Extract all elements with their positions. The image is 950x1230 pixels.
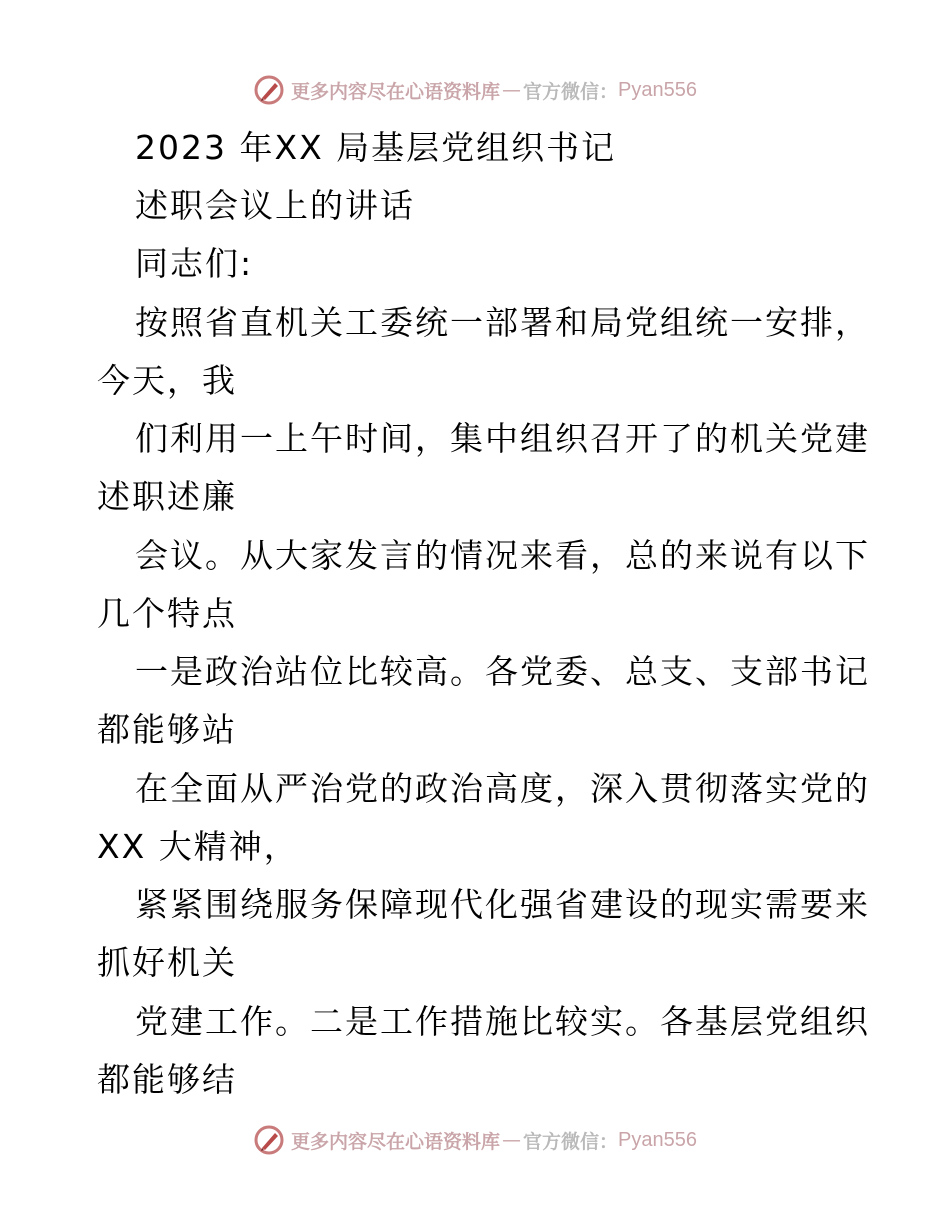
body-line: 会议。从大家发言的情况来看，总的来说有以下 bbox=[135, 536, 870, 575]
watermark-wechat-id: Pyan556 bbox=[618, 1128, 697, 1151]
document-title-line-1: 2023 年XX 局基层党组织书记 bbox=[135, 128, 617, 167]
document-title-line-2: 述职会议上的讲话 bbox=[135, 186, 415, 225]
watermark-separator: — bbox=[502, 79, 522, 101]
body-line: 抓好机关 bbox=[97, 943, 237, 982]
body-line: 在全面从严治党的政治高度，深入贯彻落实党的 bbox=[135, 769, 870, 808]
watermark-wechat-id: Pyan556 bbox=[618, 78, 697, 101]
body-line: 述职述廉 bbox=[97, 477, 237, 516]
watermark-separator: — bbox=[502, 1129, 522, 1151]
body-line: 几个特点 bbox=[97, 594, 237, 633]
body-line: 们利用一上午时间，集中组织召开了的机关党建 bbox=[135, 419, 870, 458]
watermark-wechat-label: 官方微信： bbox=[523, 1130, 619, 1153]
body-line: 一是政治站位比较高。各党委、总支、支部书记 bbox=[135, 652, 870, 691]
header-watermark bbox=[0, 70, 950, 110]
footer-watermark bbox=[0, 1120, 950, 1160]
body-line: XX 大精神， bbox=[97, 827, 299, 866]
body-line: 按照省直机关工委统一部署和局党组统一安排， bbox=[135, 303, 870, 342]
body-line: 都能够结 bbox=[97, 1060, 237, 1099]
body-line: 今天，我 bbox=[97, 361, 237, 400]
body-line: 紧紧围绕服务保障现代化强省建设的现实需要来 bbox=[135, 885, 870, 924]
watermark-brand-text: 更多内容尽在心语资料库 bbox=[291, 1130, 501, 1153]
watermark-wechat-label: 官方微信： bbox=[523, 80, 619, 103]
body-line: 都能够站 bbox=[97, 710, 237, 749]
salutation: 同志们: bbox=[135, 244, 254, 283]
pen-logo-icon bbox=[253, 74, 285, 106]
watermark-brand-text: 更多内容尽在心语资料库 bbox=[291, 80, 501, 103]
body-line: 党建工作。二是工作措施比较实。各基层党组织 bbox=[135, 1002, 870, 1041]
pen-logo-icon bbox=[253, 1124, 285, 1156]
